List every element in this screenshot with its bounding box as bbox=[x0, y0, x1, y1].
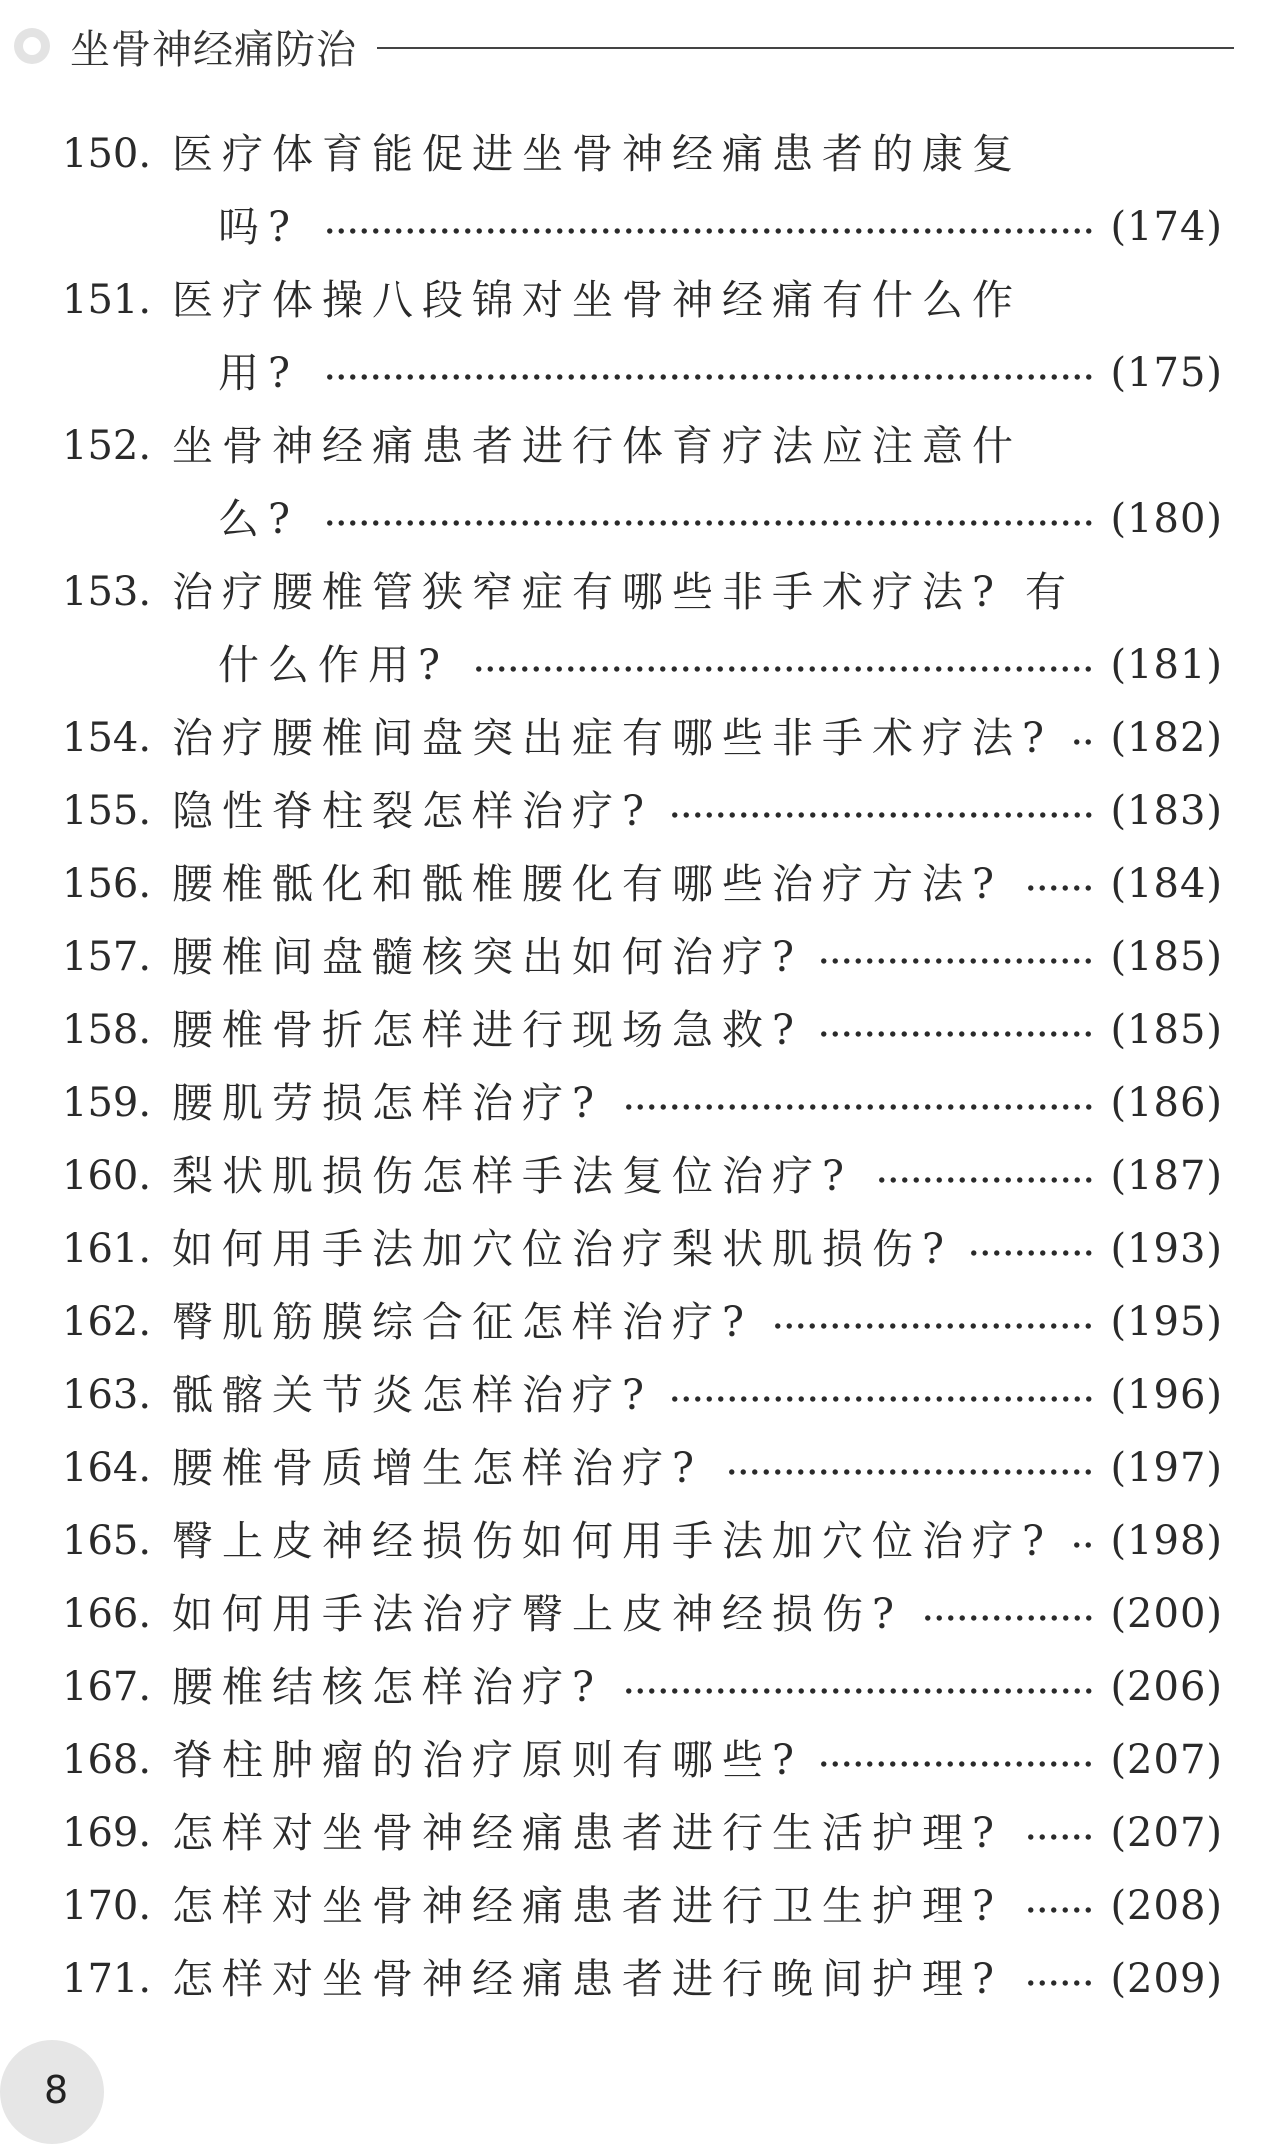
entry-title: 怎样对坐骨神经痛患者进行卫生护理? bbox=[172, 1882, 1003, 1930]
entry-title: 腰椎骨质增生怎样治疗? bbox=[172, 1444, 703, 1492]
entry-title: 医疗体操八段锦对坐骨神经痛有什么作 bbox=[172, 276, 1022, 324]
toc-entry-continuation bbox=[0, 483, 1267, 556]
dot-leader bbox=[876, 1177, 1095, 1183]
entry-page-number: (207) bbox=[1110, 1810, 1223, 1856]
entry-page-number: (208) bbox=[1110, 1883, 1223, 1929]
entry-page-number: (209) bbox=[1110, 1956, 1223, 2002]
entry-number: 156. bbox=[62, 861, 152, 907]
entry-page-number: (182) bbox=[1110, 715, 1223, 761]
entry-title: 用? bbox=[218, 349, 299, 397]
entry-number: 151. bbox=[62, 277, 152, 323]
toc-entry[interactable] bbox=[0, 1797, 1267, 1870]
toc-entry[interactable] bbox=[0, 410, 1267, 556]
toc-entry-line bbox=[0, 1140, 1267, 1213]
entry-page-number: (175) bbox=[1110, 350, 1223, 396]
entry-title: 么? bbox=[218, 495, 299, 543]
entry-title: 脊柱肿瘤的治疗原则有哪些? bbox=[172, 1736, 803, 1784]
header-divider bbox=[377, 47, 1234, 49]
toc-entry[interactable] bbox=[0, 1505, 1267, 1578]
dot-leader bbox=[1071, 739, 1094, 745]
entry-page-number: (196) bbox=[1110, 1372, 1223, 1418]
page-header bbox=[14, 18, 1234, 74]
entry-number: 168. bbox=[62, 1737, 152, 1783]
entry-number: 150. bbox=[62, 131, 152, 177]
entry-page-number: (180) bbox=[1110, 496, 1223, 542]
toc-entry[interactable] bbox=[0, 556, 1267, 702]
toc-entry[interactable] bbox=[0, 702, 1267, 775]
dot-leader bbox=[772, 1323, 1094, 1329]
book-title: 坐骨神经痛防治 bbox=[70, 26, 357, 73]
dot-leader bbox=[623, 1104, 1095, 1110]
entry-title: 坐骨神经痛患者进行体育疗法应注意什 bbox=[172, 422, 1022, 470]
toc-entry-line bbox=[0, 1359, 1267, 1432]
dot-leader bbox=[623, 1688, 1095, 1694]
dot-leader bbox=[1025, 885, 1094, 891]
entry-number: 169. bbox=[62, 1810, 152, 1856]
entry-title: 医疗体育能促进坐骨神经痛患者的康复 bbox=[172, 130, 1022, 178]
toc-entry-line bbox=[0, 1286, 1267, 1359]
entry-number: 161. bbox=[62, 1226, 152, 1272]
page-number-badge bbox=[0, 2040, 104, 2144]
entry-page-number: (207) bbox=[1110, 1737, 1223, 1783]
toc-entry[interactable] bbox=[0, 1724, 1267, 1797]
toc-entry-line bbox=[0, 1505, 1267, 1578]
toc-entry[interactable] bbox=[0, 118, 1267, 264]
toc-entry[interactable] bbox=[0, 775, 1267, 848]
entry-title: 梨状肌损伤怎样手法复位治疗? bbox=[172, 1152, 853, 1200]
toc-entry-line bbox=[0, 410, 1267, 483]
circle-ornament-icon bbox=[14, 28, 50, 64]
entry-title: 怎样对坐骨神经痛患者进行生活护理? bbox=[172, 1809, 1003, 1857]
dot-leader bbox=[1071, 1542, 1094, 1548]
toc-entry-continuation bbox=[0, 337, 1267, 410]
entry-title: 什么作用? bbox=[218, 641, 449, 689]
entry-number: 165. bbox=[62, 1518, 152, 1564]
entry-title: 臀上皮神经损伤如何用手法加穴位治疗? bbox=[172, 1517, 1053, 1565]
entry-title: 吗? bbox=[218, 203, 299, 251]
entry-page-number: (181) bbox=[1110, 642, 1223, 688]
entry-page-number: (206) bbox=[1110, 1664, 1223, 1710]
entry-number: 164. bbox=[62, 1445, 152, 1491]
dot-leader bbox=[968, 1250, 1095, 1256]
dot-leader bbox=[1025, 1907, 1094, 1913]
toc-entry-line bbox=[0, 1870, 1267, 1943]
entry-page-number: (197) bbox=[1110, 1445, 1223, 1491]
toc-entry[interactable] bbox=[0, 1943, 1267, 2016]
toc-entry[interactable] bbox=[0, 1286, 1267, 1359]
dot-leader bbox=[324, 520, 1095, 526]
entry-number: 166. bbox=[62, 1591, 152, 1637]
toc-entry-line bbox=[0, 264, 1267, 337]
entry-number: 171. bbox=[62, 1956, 152, 2002]
entry-title: 怎样对坐骨神经痛患者进行晚间护理? bbox=[172, 1955, 1003, 2003]
entry-page-number: (200) bbox=[1110, 1591, 1223, 1637]
toc-entry-continuation bbox=[0, 629, 1267, 702]
entry-number: 152. bbox=[62, 423, 152, 469]
toc-entry[interactable] bbox=[0, 1359, 1267, 1432]
toc-entry-line bbox=[0, 1578, 1267, 1651]
toc-entry-line bbox=[0, 1797, 1267, 1870]
dot-leader bbox=[324, 374, 1095, 380]
entry-number: 162. bbox=[62, 1299, 152, 1345]
toc-entry[interactable] bbox=[0, 848, 1267, 921]
toc-entry[interactable] bbox=[0, 1432, 1267, 1505]
toc-entry-line bbox=[0, 556, 1267, 629]
toc-entry-line bbox=[0, 1651, 1267, 1724]
entry-number: 160. bbox=[62, 1153, 152, 1199]
toc-entry-line bbox=[0, 1432, 1267, 1505]
dot-leader bbox=[922, 1615, 1095, 1621]
entry-page-number: (195) bbox=[1110, 1299, 1223, 1345]
entry-number: 155. bbox=[62, 788, 152, 834]
entry-title: 腰椎骶化和骶椎腰化有哪些治疗方法? bbox=[172, 860, 1003, 908]
toc-entry[interactable] bbox=[0, 921, 1267, 994]
entry-page-number: (193) bbox=[1110, 1226, 1223, 1272]
toc-entry-line bbox=[0, 921, 1267, 994]
entry-number: 170. bbox=[62, 1883, 152, 1929]
entry-title: 骶髂关节炎怎样治疗? bbox=[172, 1371, 653, 1419]
entry-number: 163. bbox=[62, 1372, 152, 1418]
entry-title: 腰肌劳损怎样治疗? bbox=[172, 1079, 603, 1127]
page-number: 8 bbox=[44, 2068, 69, 2112]
toc-entry[interactable] bbox=[0, 1651, 1267, 1724]
toc-entry-line bbox=[0, 118, 1267, 191]
toc-entry-continuation bbox=[0, 191, 1267, 264]
dot-leader bbox=[473, 666, 1094, 672]
entry-page-number: (187) bbox=[1110, 1153, 1223, 1199]
dot-leader bbox=[324, 228, 1095, 234]
toc-entry[interactable] bbox=[0, 1067, 1267, 1140]
entry-number: 159. bbox=[62, 1080, 152, 1126]
dot-leader bbox=[818, 958, 1094, 964]
toc-entry-line bbox=[0, 1067, 1267, 1140]
dot-leader bbox=[818, 1031, 1094, 1037]
toc-entry-line bbox=[0, 994, 1267, 1067]
entry-number: 153. bbox=[62, 569, 152, 615]
entry-page-number: (198) bbox=[1110, 1518, 1223, 1564]
entry-title: 如何用手法治疗臀上皮神经损伤? bbox=[172, 1590, 903, 1638]
dot-leader bbox=[669, 812, 1095, 818]
toc-entry[interactable] bbox=[0, 994, 1267, 1067]
toc-entry-line bbox=[0, 775, 1267, 848]
entry-number: 157. bbox=[62, 934, 152, 980]
entry-title: 治疗腰椎间盘突出症有哪些非手术疗法? bbox=[172, 714, 1053, 762]
entry-page-number: (185) bbox=[1110, 1007, 1223, 1053]
entry-number: 158. bbox=[62, 1007, 152, 1053]
entry-page-number: (185) bbox=[1110, 934, 1223, 980]
toc-entry-line bbox=[0, 1943, 1267, 2016]
entry-page-number: (186) bbox=[1110, 1080, 1223, 1126]
entry-title: 臀肌筋膜综合征怎样治疗? bbox=[172, 1298, 753, 1346]
entry-title: 治疗腰椎管狭窄症有哪些非手术疗法? 有 bbox=[172, 568, 1076, 616]
entry-number: 167. bbox=[62, 1664, 152, 1710]
toc-entry[interactable] bbox=[0, 264, 1267, 410]
toc-entry[interactable] bbox=[0, 1578, 1267, 1651]
toc-entry[interactable] bbox=[0, 1213, 1267, 1286]
toc-entry-line bbox=[0, 848, 1267, 921]
entry-title: 腰椎骨折怎样进行现场急救? bbox=[172, 1006, 803, 1054]
table-of-contents bbox=[0, 118, 1267, 2016]
dot-leader bbox=[1025, 1834, 1094, 1840]
toc-entry-line bbox=[0, 1724, 1267, 1797]
dot-leader bbox=[818, 1761, 1094, 1767]
entry-page-number: (184) bbox=[1110, 861, 1223, 907]
entry-title: 隐性脊柱裂怎样治疗? bbox=[172, 787, 653, 835]
toc-entry[interactable] bbox=[0, 1870, 1267, 1943]
toc-entry-line bbox=[0, 1213, 1267, 1286]
toc-entry[interactable] bbox=[0, 1140, 1267, 1213]
entry-title: 腰椎结核怎样治疗? bbox=[172, 1663, 603, 1711]
dot-leader bbox=[669, 1396, 1095, 1402]
dot-leader bbox=[726, 1469, 1094, 1475]
entry-title: 如何用手法加穴位治疗梨状肌损伤? bbox=[172, 1225, 953, 1273]
dot-leader bbox=[1025, 1980, 1094, 1986]
entry-number: 154. bbox=[62, 715, 152, 761]
toc-entry-line bbox=[0, 702, 1267, 775]
entry-page-number: (183) bbox=[1110, 788, 1223, 834]
entry-page-number: (174) bbox=[1110, 204, 1223, 250]
entry-title: 腰椎间盘髓核突出如何治疗? bbox=[172, 933, 803, 981]
